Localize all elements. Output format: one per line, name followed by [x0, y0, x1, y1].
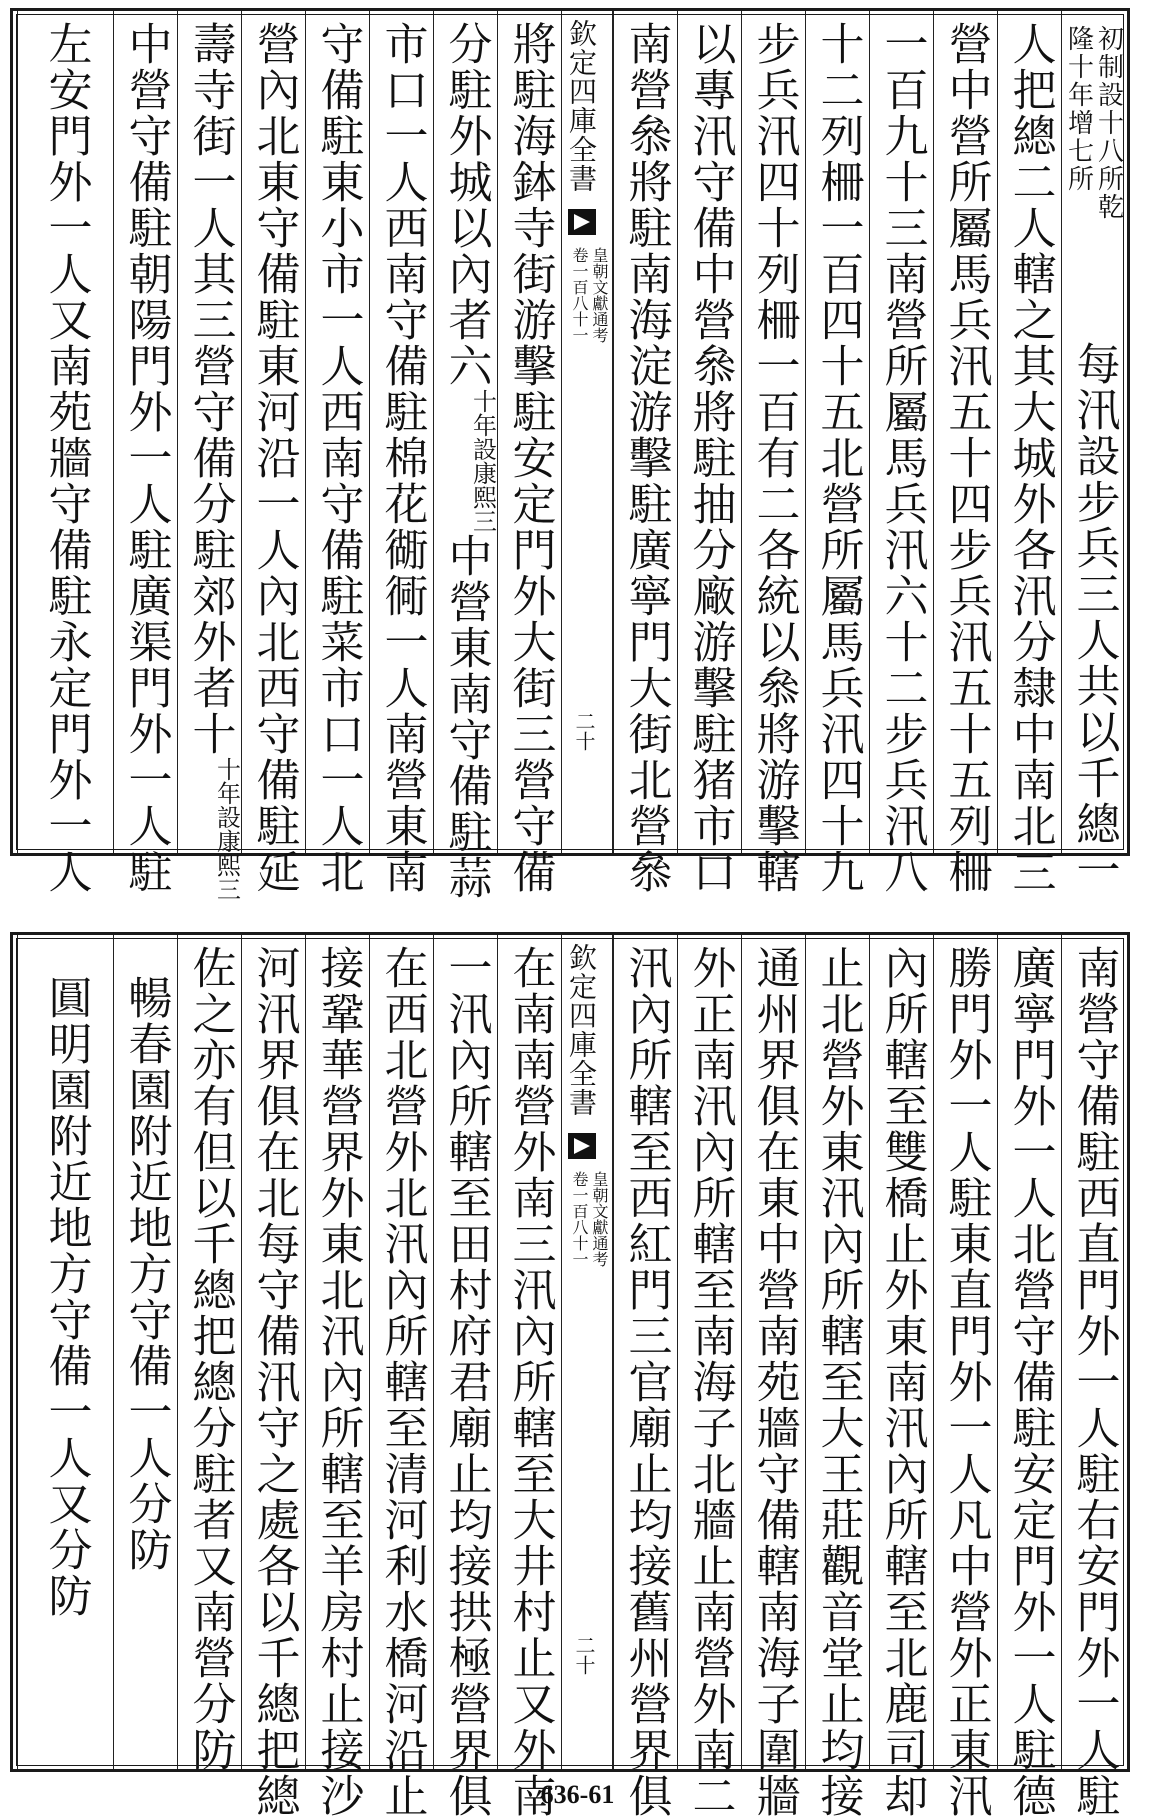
top-col-2 [997, 11, 1061, 895]
top-col-6 [741, 11, 805, 895]
bottom-col-2 [997, 935, 1061, 1819]
bottom-col-7-text: 外正南汛內所轄至南海子北牆止南營外南二 [684, 945, 736, 1819]
top-col-5-text: 十二列柵一百四十五北營所屬馬兵汛四十九 [812, 21, 864, 895]
top-col-9 [497, 11, 561, 895]
top-col-9-text: 將駐海鉢寺街游擊駐安定門外大街三營守備 [504, 21, 556, 895]
folio-number: 二十 [572, 1635, 596, 1675]
top-col-12-text: 守備駐東小市一人西南守備駐菜市口一人北 [312, 21, 364, 895]
bottom-col-2-text: 廣寧門外一人北營守備駐安定門外一人駐德 [1004, 945, 1056, 1819]
top-col-2-text: 人把總二人轄之其大城外各汛分隸中南北三 [1004, 21, 1056, 895]
bottom-col-12 [305, 935, 369, 1819]
bottom-col-11-text: 在西北營外北汛內所轄至清河利水橋河沿止 [376, 945, 428, 1819]
bottom-col-14-text: 佐之亦有但以千總把總分駐者又南營分防 [184, 945, 236, 1773]
top-col-11 [369, 11, 433, 895]
bottom-col-3 [933, 935, 997, 1819]
top-col-13 [241, 11, 305, 895]
bottom-col-10 [433, 935, 497, 1819]
bottom-col-9 [497, 935, 561, 1819]
bottom-col-9-text: 在南南營外南三汛內所轄至大井村止又外南 [504, 945, 556, 1819]
fish-tail-mark-icon [568, 209, 596, 235]
top-col-13-text: 營內北東守備駐東河沿一人內北西守備駐延 [248, 21, 300, 895]
top-col-16 [17, 11, 113, 895]
bottom-col-8 [613, 935, 677, 1819]
top-col-5 [805, 11, 869, 895]
top-col-14 [177, 11, 241, 901]
bottom-col-8-text: 汛內所轄至西紅門三官廟止均接舊州營界俱 [620, 945, 672, 1819]
top-col-3 [933, 11, 997, 895]
top-col-10 [433, 11, 497, 901]
top-col-15-text: 中營守備駐朝陽門外一人駐廣渠門外一人駐 [120, 21, 172, 895]
bottom-col-15-text: 暢春園附近地方守備一人分防 [120, 975, 172, 1573]
top-col-3-text: 營中營所屬馬兵汛五十四步兵汛五十五列柵 [940, 21, 992, 895]
bottom-col-16-text: 圓明園附近地方守備一人又分防 [40, 975, 92, 1619]
bottom-col-7 [677, 935, 741, 1819]
bottom-col-6-text: 通州界俱在東中營南苑牆守備轄南海子圍牆 [748, 945, 800, 1819]
center-sub-line-1: 皇朝文獻通考 [590, 247, 609, 343]
book-title: 欽定四庫全書 [565, 943, 598, 1117]
bottom-col-16 [17, 935, 113, 1769]
top-col-11-text: 市口一人西南守備駐棉花衚衕一人南營東南 [376, 21, 428, 895]
top-center-column [561, 11, 613, 853]
bottom-col-4 [869, 935, 933, 1819]
bottom-col-13 [241, 935, 305, 1819]
top-col-7-text: 以專汛守備中營叅將駐抽分廠游擊駐猪市口 [684, 21, 736, 895]
top-col-1-text: 每汛設步兵三人共以千總一 [1068, 341, 1120, 893]
top-page [10, 8, 1130, 901]
top-col-1-note [1065, 25, 1123, 221]
page-number: 636-61 [540, 1780, 615, 1809]
top-col-15 [113, 11, 177, 895]
bottom-center-column [561, 935, 613, 1769]
bottom-col-1 [1061, 935, 1125, 1819]
bottom-col-5-text: 止北營外東汛內所轄至大王莊觀音堂止均接 [812, 945, 864, 1819]
center-sub-line-1: 皇朝文獻通考 [590, 1171, 609, 1267]
center-sub-line-2: 卷一百八十一 [570, 247, 589, 343]
top-col-7 [677, 11, 741, 895]
top-col-8-text: 南營叅將駐南海淀游擊駐廣寧門大街北營叅 [620, 21, 672, 895]
bottom-col-14 [177, 935, 241, 1773]
fish-tail-mark-icon [568, 1133, 596, 1159]
folio-number: 二十 [572, 711, 596, 751]
top-col-4-text: 一百九十三南營所屬馬兵汛六十二步兵汛八 [876, 21, 928, 895]
top-col-14-text: 壽寺街一人其三營守備分駐郊外者十 康熙三 十年設 [184, 21, 241, 901]
top-col-6-text: 步兵汛四十列柵一百有二各統以叅將游擊轄 [748, 21, 800, 895]
top-col-1 [1061, 11, 1125, 893]
bottom-col-11 [369, 935, 433, 1819]
top-col-12 [305, 11, 369, 895]
bottom-col-12-text: 接鞏華營界外東北汛內所轄至羊房村止接沙 [312, 945, 364, 1819]
bottom-col-6 [741, 935, 805, 1819]
top-col-16-text: 左安門外一人又南苑牆守備駐永定門外一人 [40, 21, 92, 895]
bottom-col-3-text: 勝門外一人駐東直門外一人凡中營外正東汛 [940, 945, 992, 1819]
bottom-col-4-text: 內所轄至雙橋止外東南汛內所轄至北鹿司却 [876, 945, 928, 1819]
top-col-8 [613, 11, 677, 895]
note-line: 隆十年增七所 [1063, 25, 1094, 193]
center-sub-line-2: 卷一百八十一 [570, 1171, 589, 1267]
bottom-col-5 [805, 935, 869, 1819]
book-title: 欽定四庫全書 [565, 19, 598, 193]
bottom-col-13-text: 河汛界俱在北每守備汛守之處各以千總把總 [248, 945, 300, 1819]
bottom-col-15 [113, 935, 177, 1769]
bottom-col-10-text: 一汛內所轄至田村府君廟止均接拱極營界俱 [440, 945, 492, 1819]
note-line: 初制設十八所乾 [1093, 25, 1124, 221]
top-col-4 [869, 11, 933, 895]
top-col-10-text: 分駐外城以內者六 康熙三 十年設 中營東南守備駐蒜 [440, 21, 497, 901]
bottom-col-1-text: 南營守備駐西直門外一人駐右安門外一人駐 [1068, 945, 1120, 1819]
